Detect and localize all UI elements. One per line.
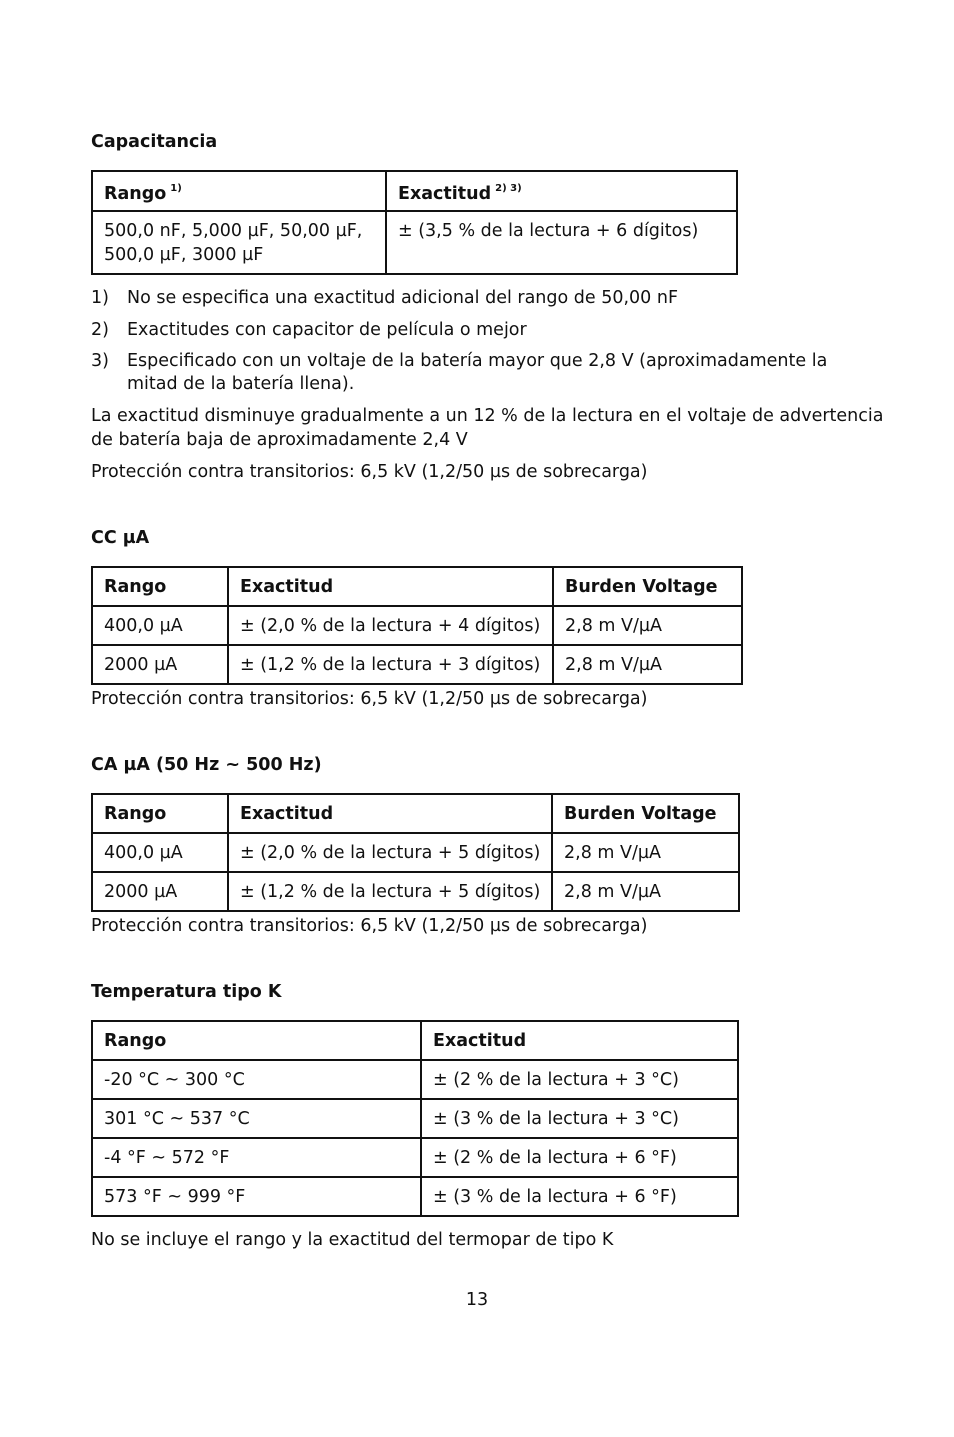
range-cell: -4 °F ~ 572 °F xyxy=(92,1138,421,1177)
range-cell: 2000 µA xyxy=(92,645,228,684)
capacitance-title: Capacitancia xyxy=(91,132,218,152)
range-cell: 301 °C ~ 537 °C xyxy=(92,1099,421,1138)
temp-k-note: No se incluye el rango y la exactitud del termopar de tipo K xyxy=(91,1230,614,1250)
capacitance-protection: Protección contra transitorios: 6,5 kV (1,2/50 µs de sobrecarga) xyxy=(91,462,648,482)
page-number: 13 xyxy=(465,1290,489,1310)
table-row xyxy=(92,1060,738,1099)
table-header-row xyxy=(92,567,742,606)
table-row xyxy=(92,872,739,911)
burden-cell: 2,8 m V/µA xyxy=(552,872,739,911)
header-cell-burden: Burden Voltage xyxy=(552,794,739,833)
header-cell-range: Rango xyxy=(92,794,228,833)
ac-ua-title: CA µA (50 Hz ~ 500 Hz) xyxy=(91,755,322,775)
accuracy-cell: ± (2,0 % de la lectura + 4 dígitos) xyxy=(228,606,553,645)
burden-cell: 2,8 m V/µA xyxy=(553,606,742,645)
footnote-3: 3) Especificado con un voltaje de la batería mayor que 2,8 V (aproximadamente la xyxy=(91,351,828,371)
footnote-3-continuation: mitad de la batería llena). xyxy=(127,374,355,394)
header-cell-accuracy: Exactitud $^{2) 3)}$ xyxy=(386,171,737,211)
header-cell-burden: Burden Voltage xyxy=(553,567,742,606)
header-cell-accuracy: Exactitud xyxy=(421,1021,738,1060)
table-row xyxy=(92,833,739,872)
accuracy-cell: ± (2 % de la lectura + 6 °F) xyxy=(421,1138,738,1177)
table-row xyxy=(92,211,737,274)
burden-cell: 2,8 m V/µA xyxy=(553,645,742,684)
dc-ua-protection: Protección contra transitorios: 6,5 kV (1,2/50 µs de sobrecarga) xyxy=(91,689,648,709)
accuracy-cell: ± (3 % de la lectura + 3 °C) xyxy=(421,1099,738,1138)
accuracy-cell: ± (1,2 % de la lectura + 3 dígitos) xyxy=(228,645,553,684)
table-header-row xyxy=(92,1021,738,1060)
footnote-1: 1) No se especifica una exactitud adicional del rango de 50,00 nF xyxy=(91,288,679,308)
capacitance-table xyxy=(91,170,738,275)
ac-ua-protection: Protección contra transitorios: 6,5 kV (1,2/50 µs de sobrecarga) xyxy=(91,916,648,936)
range-cell: -20 °C ~ 300 °C xyxy=(92,1060,421,1099)
table-header-row xyxy=(92,794,739,833)
range-cell: 573 °F ~ 999 °F xyxy=(92,1177,421,1216)
range-cell: 500,0 nF, 5,000 µF, 50,00 µF, 500,0 µF, 3000 µF xyxy=(92,211,386,274)
range-cell: 400,0 µA xyxy=(92,833,228,872)
ac-ua-table xyxy=(91,793,740,912)
table-row xyxy=(92,1138,738,1177)
footnote-2: 2) Exactitudes con capacitor de película o mejor xyxy=(91,320,527,340)
range-cell: 2000 µA xyxy=(92,872,228,911)
header-cell-range: Rango $^{1)}$ xyxy=(92,171,386,211)
accuracy-paragraph-line1: La exactitud disminuye gradualmente a un 12 % de la lectura en el voltaje de advertencia xyxy=(91,406,884,426)
header-cell-range: Rango xyxy=(92,1021,421,1060)
accuracy-cell: ± (3 % de la lectura + 6 °F) xyxy=(421,1177,738,1216)
header-cell-range: Rango xyxy=(92,567,228,606)
burden-cell: 2,8 m V/µA xyxy=(552,833,739,872)
header-cell-accuracy: Exactitud xyxy=(228,794,552,833)
accuracy-cell: ± (2,0 % de la lectura + 5 dígitos) xyxy=(228,833,552,872)
range-cell: 400,0 µA xyxy=(92,606,228,645)
table-row xyxy=(92,645,742,684)
accuracy-cell: ± (2 % de la lectura + 3 °C) xyxy=(421,1060,738,1099)
header-cell-accuracy: Exactitud xyxy=(228,567,553,606)
temp-k-title: Temperatura tipo K xyxy=(91,982,282,1002)
accuracy-cell: ± (1,2 % de la lectura + 5 dígitos) xyxy=(228,872,552,911)
table-row xyxy=(92,1177,738,1216)
temp-k-table xyxy=(91,1020,739,1217)
dc-ua-title: CC µA xyxy=(91,528,150,548)
table-row xyxy=(92,606,742,645)
accuracy-cell: ± (3,5 % de la lectura + 6 dígitos) xyxy=(386,211,737,274)
table-row xyxy=(92,1099,738,1138)
table-header-row xyxy=(92,171,737,211)
dc-ua-table xyxy=(91,566,743,685)
accuracy-paragraph-line2: de batería baja de aproximadamente 2,4 V xyxy=(91,430,468,450)
